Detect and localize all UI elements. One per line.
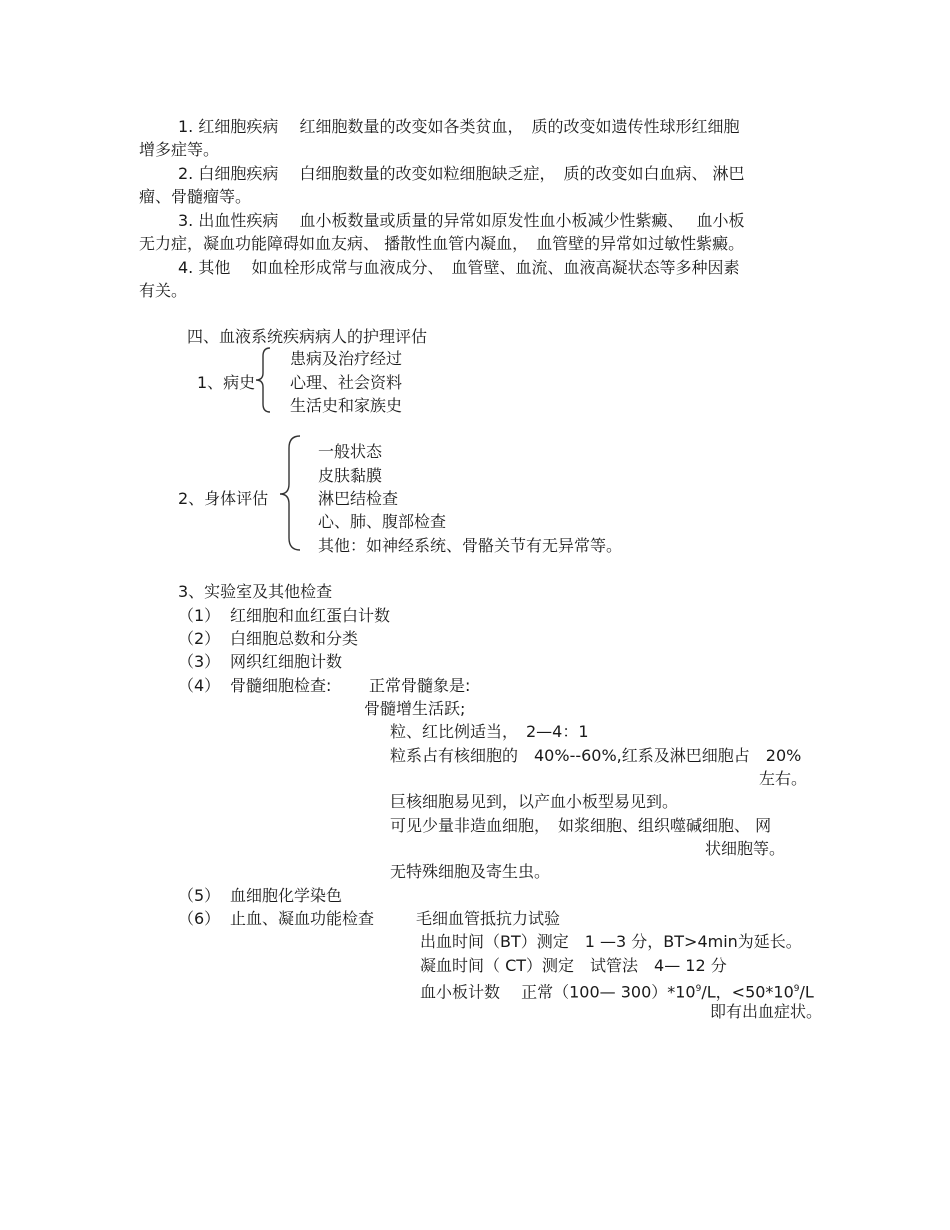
bone-marrow-detail-1: 骨髓增生活跃; <box>364 699 466 718</box>
platelet-count-post: /L <box>799 982 814 1002</box>
bone-marrow-detail-3a: 粒系占有核细胞的 40%--60%,红系及淋巴细胞占 20% <box>390 746 802 765</box>
physical-item-5: 其他：如神经系统、骨骼关节有无异常等。 <box>318 536 623 555</box>
lab-item6-text: 止血、凝血功能检查 <box>230 909 375 928</box>
lab-item1-text: 红细胞和血红蛋白计数 <box>230 606 391 625</box>
lab-item3-text: 网织红细胞计数 <box>230 652 343 671</box>
lab-item4-num: （4） <box>178 676 221 695</box>
physical-label: 2、身体评估 <box>178 489 269 508</box>
history-item-3: 生活史和家族史 <box>290 396 403 415</box>
history-label: 1、病史 <box>197 373 256 392</box>
bone-marrow-detail-4: 巨核细胞易见到，以产血小板型易见到。 <box>390 792 679 811</box>
physical-brace <box>278 434 304 552</box>
lab-item4-text: 骨髓细胞检查: <box>230 676 332 695</box>
lab-item1-num: （1） <box>178 606 221 625</box>
lab-item6-num: （6） <box>178 909 221 928</box>
item3-line2: 无力症，凝血功能障碍如血友病、 播散性血管内凝血， 血管壁的异常如过敏性紫癜。 <box>139 234 745 253</box>
bone-marrow-lead: 正常骨髓象是: <box>369 676 471 695</box>
platelet-count-note: 即有出血症状。 <box>709 1002 822 1021</box>
item3-line1: 3. 出血性疾病 血小板数量或质量的异常如原发性血小板减少性紫癜、 血小板 <box>178 211 745 230</box>
history-brace <box>254 346 274 414</box>
lab-heading: 3、实验室及其他检查 <box>178 582 333 601</box>
item4-line1: 4. 其他 如血栓形成常与血液成分、 血管壁、血流、血液高凝状态等多种因素 <box>178 258 740 277</box>
item4-line2: 有关。 <box>139 281 188 300</box>
history-item-2: 心理、社会资料 <box>290 373 403 392</box>
item1-line2: 增多症等。 <box>139 140 220 159</box>
platelet-count-pre: 血小板计数 正常（100— 300）*10 <box>420 982 696 1002</box>
physical-item-2: 皮肤黏膜 <box>318 466 383 485</box>
item2-line1: 2. 白细胞疾病 白细胞数量的改变如粒细胞缺乏症， 质的改变如白血病、 淋巴 <box>178 164 745 183</box>
platelet-count <box>420 978 814 1003</box>
bone-marrow-detail-6: 无特殊细胞及寄生虫。 <box>390 862 551 881</box>
clotting-time: 凝血时间（ CT）测定 试管法 4— 12 分 <box>420 956 727 975</box>
physical-item-3: 淋巴结检查 <box>318 489 399 508</box>
lab-item2-text: 白细胞总数和分类 <box>230 629 359 648</box>
capillary-test-lead: 毛细血管抵抗力试验 <box>416 909 561 928</box>
platelet-count-exp1: 9 <box>695 984 702 994</box>
lab-item5-text: 血细胞化学染色 <box>230 886 343 905</box>
bone-marrow-detail-5a: 可见少量非造血细胞， 如浆细胞、组织噬碱细胞、 网 <box>390 816 772 835</box>
section4-heading: 四、血液系统疾病病人的护理评估 <box>187 327 428 346</box>
bone-marrow-detail-2: 粒、红比例适当， 2—4：1 <box>390 722 589 741</box>
item2-line2: 瘤、骨髓瘤等。 <box>139 187 252 206</box>
history-item-1: 患病及治疗经过 <box>290 349 403 368</box>
physical-item-4: 心、肺、腹部检查 <box>318 512 447 531</box>
lab-item3-num: （3） <box>178 652 221 671</box>
platelet-count-exp2: 9 <box>793 984 800 994</box>
bone-marrow-detail-5b: 状细胞等。 <box>704 839 785 858</box>
item1-line1: 1. 红细胞疾病 红细胞数量的改变如各类贫血， 质的改变如遗传性球形红细胞 <box>178 117 740 136</box>
physical-item-1: 一般状态 <box>318 442 383 461</box>
lab-item5-num: （5） <box>178 886 221 905</box>
lab-item2-num: （2） <box>178 629 221 648</box>
bone-marrow-detail-3b: 左右。 <box>758 769 807 788</box>
bleeding-time: 出血时间（BT）测定 1 —3 分，BT>4min为延长。 <box>420 932 802 951</box>
platelet-count-mid: /L，<50*10 <box>701 982 794 1002</box>
